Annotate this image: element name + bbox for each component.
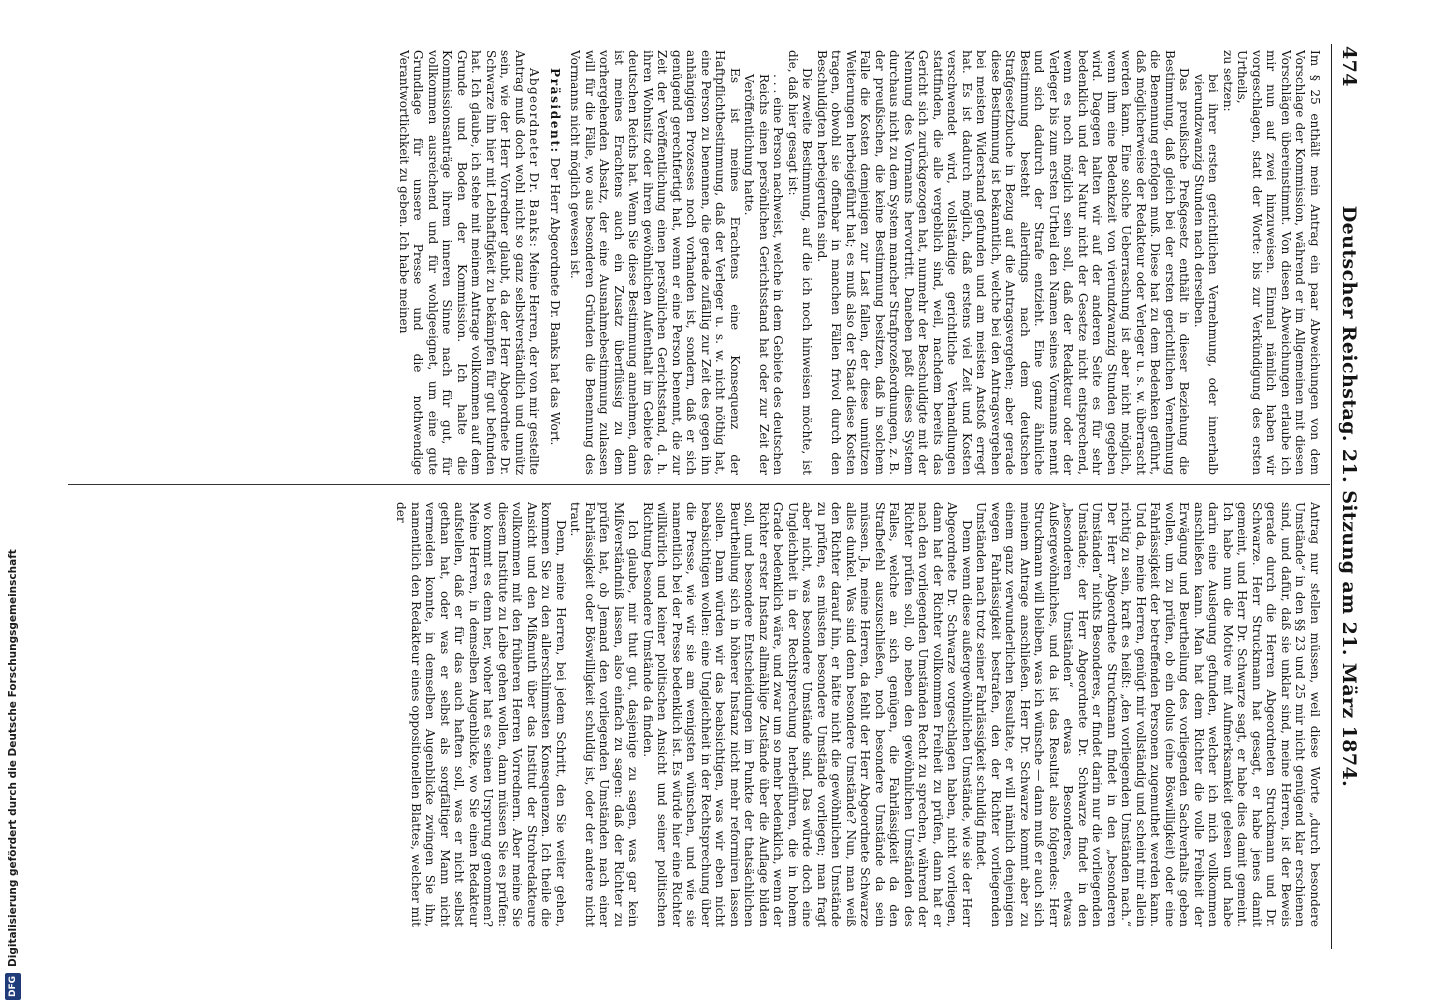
speech-text: Meine Herren, der von mir gestellte Antrag muß doch wohl nicht so ganz selbstverständlich und unnütz sein, wie der Herr Vorredner glaubt, da der Herr Abgeordnete Dr. Schwarze ihn hier mit Lebhaftigkeit zu bekämpfen für gut befunden hat. Ich glaube, ich stehe mit meinem Antrage vollkommen auf dem Grunde und Boden der Kommission. Ich halte die Kommissionsanträge ihrem inneren Sinne nach für gut, für vollkommen ausreichend und für wohlgeeignet, um eine gute Grundlage für unsere Presse und die nothwendige Verantwortlichkeit zu geben. Ich habe meinen	[397, 50, 542, 475]
paragraph: Ich glaube, mir thut gut, dasjenige zu sagen, was gar kein Mißverständniß lassen, also einfach zu sagen: daß der Richter zu prüfen hat, ob Jemand den vorliegenden Umständen nach einer Fahrlässigkeit oder Böswilligkeit schuldig ist, oder der andere nicht traut.	[568, 502, 641, 927]
paragraph: Denn, meine Herren, bei jedem Schritt, den Sie weiter gehen, kommen Sie zu den allerschlimmsten Konsequenzen. Ich theile die Ansicht und den Mißmuth über das Institut der Strohredakteure vollkommen mit den früheren Herren Vorrednern. Aber meine Sie diesem Institute zu Leibe gehen wollen, dann müssen Sie es prüfen: wo kommt es denn her, woher hat es seinen Ursprung genommen? Meine Herren, in demselben Augenblicke, wo Sie einen Redakteur aufstellen, daß er für das auch haften soll, was er nicht selbst gethan hat, oder was er selbst als sorgfältiger Mann nicht vermeiden konnte, in demselben Augenblicke zwingen Sie ihn, namentlich den Redakteur eines oppositionellen Blattes, welcher mit der	[394, 502, 568, 927]
paragraph: Es ist meines Erachtens eine Konsequenz der Haftpflichtbestimmung, daß der Verleger u. s. w. nicht nöthig hat, eine Person zu benennen, die gerade zufällig zur Zeit des gegen ihn anhängigen Prozesses noch vorhanden ist, sondern, daß er sich genügend gerechtfertigt hat, wenn er eine Person benennt, die zur Zeit der Veröffentlichung einen persönlichen Gerichtsstand, d. h. ihren Wohnsitz oder ihren gewöhnlichen Aufenthalt im Gebiete des deutschen Reichs hat. Wenn Sie diese Bestimmung annehmen, dann ist meines Erachtens auch ein Zusatz überflüssig zu dem vorhergehenden Absatz, der eine Ausnahmebestimmung zulassen will für die Fälle, wo aus besonderen Gründen die Benennung des Vormanns nicht möglich gewesen ist.	[568, 50, 742, 475]
page-title: Deutscher Reichstag. 21. Sitzung am 21. März 1874.	[1338, 205, 1360, 788]
left-column	[67, 50, 1322, 475]
quoted-clause: bei ihrer ersten gerichtlichen Vernehmung, oder innerhalb vierundzwanzig Stunden nach derselben.	[1192, 74, 1221, 475]
paragraph: Im § 25 enthält mein Antrag ein paar Abweichungen von dem Vorschlage der Kommission, während er im Allgemeinen mit diesen Vorschlägen übereinstimmt. Von diesen Abweichungen erlaube ich mir nun auf zwei hinzuweisen. Einmal nämlich haben wir vorgeschlagen, statt der Worte: bis zur Verkündigung des ersten Urtheils,	[1235, 50, 1322, 475]
dfg-logo: DFG	[5, 973, 21, 1000]
page-number: 474	[1338, 46, 1360, 87]
paragraph: Denn wenn diese außergewöhnlichen Umstände, wie sie der Herr Abgeordnete Dr. Schwarze vorgeschlagen haben, nicht vorliegen, dann hat der Richter vollkommen Freiheit zu prüfen, dann hat er nach den vorliegenden Umständen Recht zu sprechen, während der Richter prüfen soll, ob neben den gewöhnlichen Umständen des Falles, welche an sich genügen, die Fahrlässigkeit da den Strafbefehl auszuschließen, noch besondere Umstände da sein müssen. Ja, meine Herren, da fehlt der Herr Abgeordnete Schwarze alles dunkel. Was sind denn besondere Umstände? Nun, man weiß den Richter darauf hin, er hätte nicht die gewöhnlichen Umstände zu prüfen, es müssten besondere Umstände vorliegen; man fragt aber nicht, was besondere Umstände sind. Das würde doch eine Ungleichheit in der Rechtsprechung herbeiführen, die in hohem Grade bedenklich wäre, und zwar um so mehr bedenklich, wenn der Richter erster Instanz allmählige Zustände über die Auflage bilden soll, und besondere Entscheidungen im Punkte der thatsächlichen Beurtheilung sich in höherer Instanz nicht mehr reformiren lassen sollen. Dann würden wir das beabsichtigen, was wir eben nicht beabsichtigen wollen: eine Ungleichheit in der Rechtsprechung über die Presse, wie wir sie am wenigsten wünschen, und wie sie namentlich bei der Presse bedenklich ist. Es würde hier eine Richter willkürlich und keiner politischen Ansicht und seiner politischen Richtung besondere Umstände da finden.	[641, 502, 974, 927]
paragraph: Die zweite Bestimmung, auf die ich noch hinweisen möchte, ist die, daß hier gesagt ist:	[786, 50, 815, 475]
digitization-note: Digitalisierung gefördert durch die Deutsche Forschungsgemeinschaft	[7, 549, 19, 967]
paragraph: Antrag nur stellen müssen, weil diese Worte „durch besondere Umstände“ in den §§ 23 und 25 mir nicht genügend klar erschienen sind, und dafür, daß sie unklar sind, meine Herren, ist der Beweis gerade durch die Herren Abgeordneten Struckmann und Dr. Schwarze. Herr Struckmann hat gesagt, er habe jenes damit gemeint, und Herr Dr. Schwarze sagt, er habe dies damit gemeint. Ich habe nun die Motive mit Aufmerksamkeit gelesen und habe darin eine Auslegung gefunden, welcher ich mich vollkommen anschließen kann. Man hat dem Richter die volle Freiheit der Erwägung und Beurtheilung des vorliegenden Sachverhalts geben wollen, um zu prüfen, ob ein dolus (eine Böswilligkeit) oder eine Fahrlässigkeit der betreffenden Personen zugemuthet werden kann. Und da, meine Herren, genügt mir vollständig und scheint mir allein richtig zu sein, kraft es heißt: „den vorliegenden Umständen nach.“ Der Herr Abgeordnete Struckmann findet in den „besonderen Umständen“ nichts Besonderes, er findet darin nur die vorliegenden Umstände; der Herr Abgeordnete Dr. Schwarze findet in den „besonderen Umständen“ etwas Besonderes, etwas Außergewöhnliches, und da ist das Resultat also folgendes: Herr Struckmann will bleiben, was ich wünsche — dann muß er auch sich meinem Antrage anschließen. Herr Dr. Schwarze kommt aber zu einem ganz verwunderlichen Resultate, er will nämlich denjenigen wegen Fahrlässigkeit bestrafen, den der Richter vorliegenden Umständen nach trotz seiner Fahrlässigkeit schuldig findet.	[974, 502, 1322, 927]
speech-text: Der Herr Abgeordnete Dr. Banks hat das Wort.	[548, 157, 562, 446]
right-column	[67, 502, 1322, 927]
paragraph: zu setzen:	[1221, 50, 1235, 112]
speaker-label: Präsident:	[548, 68, 562, 154]
quoted-clause: . . . eine Person nachweist, welche in dem Gebiete des deutschen Reichs einen persönlichen Gerichtsstand hat oder zur Zeit der Veröffentlichung hatte.	[742, 74, 786, 475]
digitization-credit	[2, 549, 24, 1000]
page-header	[1331, 44, 1362, 949]
rotated-newspaper-page	[62, 44, 1362, 949]
column-divider	[68, 484, 1330, 485]
speaker-paragraph	[548, 50, 563, 475]
speaker-paragraph	[397, 50, 542, 475]
paragraph: Das preußische Preßgesetz enthält in dieser Beziehung die Bestimmung, daß gleich bei der ersten gerichtlichen Vernehmung die Benennung erfolgen muß. Diese hat zu dem Bedenken geführt, daß möglicherweise der Redakteur oder Verleger u. s. w. überrascht werden kann. Eine solche Ueberraschung ist aber nicht möglich, wenn ihm eine Bedenkzeit von vierundzwanzig Stunden gegeben wird. Dagegen halten wir auf der anderen Seite es für sehr bedenklich und der Natur nicht der Gesetze nicht entsprechend, wenn es noch möglich sein soll, daß der Redakteur oder der Verleger bis zum ersten Urtheil den Namen seines Vormanns nennt und sich dadurch der Strafe entzieht. Eine ganz ähnliche Bestimmung besteht allerdings nach dem deutschen Strafgesetzbuche in Bezug auf die Antragsvergehen; aber gerade diese Bestimmung ist bekanntlich, welche bei den Antragsvergehen bei meisten Widerstand gefunden und am meisten Anstoß erregt hat. Es ist dadurch möglich, daß erstens viel Zeit und Kosten verschwendet wird, vollständige gerichtliche Verhandlungen stattfinden, die alle vergeblich sind, weil, nachdem bereits das Gericht sich zurückgezogen hat, nunmehr der Beschuldigte mit der Nennung des Vormanns hervortritt. Daneben paßt dieses System durchaus nicht zu dem System mancher Strafprozeßordnungen, z. B. der preußischen, die keine Bestimmung besitzen, daß in solchem Falle die Kosten demjenigen zur Last fallen, der diese unnützen Weiterungen herbeigeführt hat; es muß also der Staat diese Kosten tragen, obwohl sie offenbar in manchen Fällen frivol durch den Beschuldigten herbeigerufen sind.	[815, 50, 1192, 475]
speaker-label: Abgeordneter Dr. Banks:	[527, 68, 542, 249]
